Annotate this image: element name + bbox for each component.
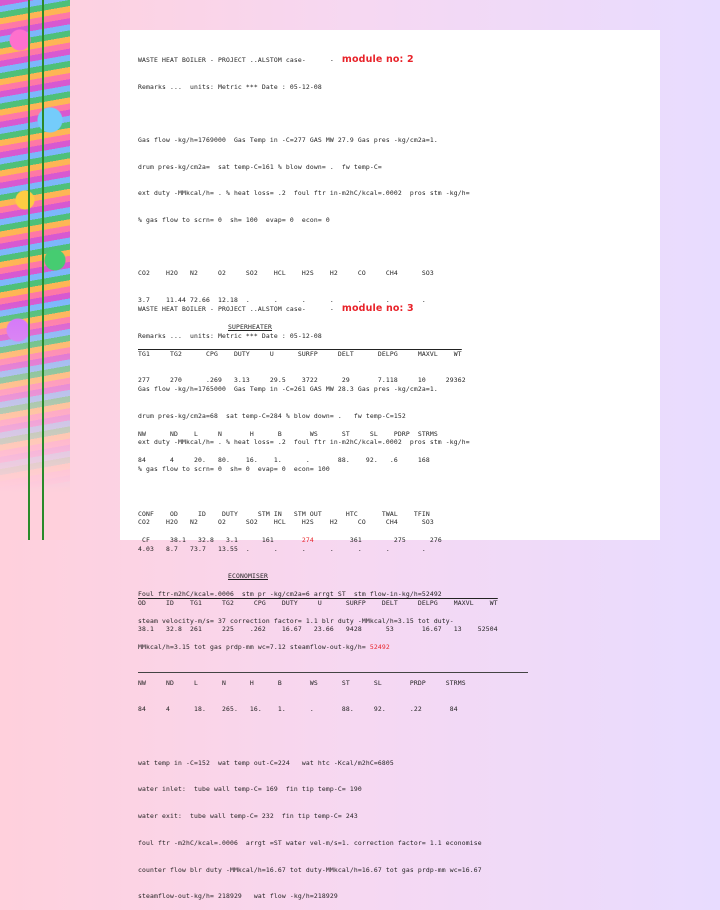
module-3-water-line-4: foul ftr -m2hC/kcal=.0006 arrgt =ST water vel-m/s=1. correction factor= 1.1 economise	[138, 838, 482, 847]
module-3-gas-line-4: % gas flow to scrn= 0 sh= 0 evap= 0 econ= 100	[138, 465, 330, 474]
module-2-gas-line-4: % gas flow to scrn= 0 sh= 100 evap= 0 econ= 0	[138, 216, 330, 225]
module-2-footer-line-2: steam velocity-m/s= 37 correction factor= 1.1 blr duty -MMkcal/h=3.15 tot duty-	[138, 616, 454, 625]
module-2-gas-line-2: drum pres-kg/cm2a= sat temp-C=161 % blow down= . fw temp-C=	[138, 162, 382, 171]
decorative-lines	[28, 0, 44, 540]
module-2-geometry-header: NW ND L N H B WS ST SL PDRP STRMS	[138, 429, 438, 438]
module-2-title: WASTE HEAT BOILER - PROJECT ..ALSTOM case-	[138, 55, 306, 64]
module-3-water-line-5: counter flow blr duty -MMkcal/h=16.67 tot duty-MMkcal/h=16.67 tot gas prdp-mm wc=16.67	[138, 865, 482, 874]
module-3-composition-values: 4.03 8.7 73.7 13.55 . . . . . . .	[138, 545, 426, 554]
module-2-steam-values-post: 361 275 276	[313, 536, 442, 545]
module-3-water-line-3: water exit: tube wall temp-C= 232 fin tip temp-C= 243	[138, 812, 358, 821]
module-3-dash: -	[329, 304, 334, 313]
module-2-steam-out-value: 274	[301, 536, 314, 545]
module-3-title-line	[138, 302, 498, 314]
module-2-steam-values-pre: CF 38.1 32.8 3.1 161	[138, 536, 302, 545]
module-2-label: module no: 2	[341, 53, 414, 65]
module-2-remarks: Remarks ... units: Metric *** Date : 05-12-08	[138, 82, 322, 91]
module-2-dash: -	[329, 55, 334, 64]
module-3-gas-line-2: drum pres-kg/cm2a=68 sat temp-C=284 % blow down= . fw temp-C=152	[138, 411, 406, 420]
module-3-water-line-2: water inlet: tube wall temp-C= 169 fin tip temp-C= 190	[138, 785, 362, 794]
module-3-geometry-header: NW ND L N H B WS ST SL PRDP STRMS	[138, 678, 466, 687]
module-3-label: module no: 3	[341, 302, 414, 314]
module-2-steam-header: CONF OD ID DUTY STM IN STM OUT HTC TWAL TFIN	[138, 509, 430, 518]
module-2-performance-header: TG1 TG2 CPG DUTY U SURFP DELT DELPG MAXVL WT	[138, 349, 462, 358]
module-3-remarks: Remarks ... units: Metric *** Date : 05-12-08	[138, 331, 322, 340]
module-2-gas-line-1: Gas flow -kg/h=1769000 Gas Temp in -C=277 GAS MW 27.9 Gas pres -kg/cm2a=1.	[138, 135, 438, 144]
module-3-water-line-6: steamflow-out-kg/h= 218929 wat flow -kg/h=218929	[138, 892, 338, 901]
module-2-section-label: SUPERHEATER	[228, 322, 272, 331]
module-2-steamflow-out-value: 52492	[369, 643, 390, 652]
module-2-geometry-values: 84 4 20. 80. 16. 1. . 88. 92. .6 168	[138, 456, 430, 465]
module-3-gas-line-1: Gas flow -kg/h=1765000 Gas Temp in -C=261 GAS MW 28.3 Gas pres -kg/cm2a=1.	[138, 384, 438, 393]
module-3-composition-header: CO2 H2O N2 O2 SO2 HCL H2S H2 CO CH4 SO3	[138, 518, 434, 527]
module-2-footer-line-1: Foul ftr-m2hC/kcal=.0006 stm pr -kg/cm2a=6 arrgt ST stm flow-in-kg/h=52492	[138, 589, 442, 598]
module-2-gas-line-3: ext duty -MMkcal/h= . % heat loss= .2 foul ftr in-m2hC/kcal=.0002 pros stm -kg/h=	[138, 189, 470, 198]
module-3-report	[138, 287, 498, 910]
module-3-performance-header: OD ID TG1 TG2 CPG DUTY U SURFP DELT DELPG MAXVL WT	[138, 598, 498, 607]
module-2-title-line	[138, 53, 528, 65]
module-3-water-line-1: wat temp in -C=152 wat temp out-C=224 wat htc -Kcal/m2hC=6805	[138, 758, 394, 767]
module-2-composition-header: CO2 H2O N2 O2 SO2 HCL H2S H2 CO CH4 SO3	[138, 269, 434, 278]
module-2-composition-values: 3.7 11.44 72.66 12.18 . . . . . . .	[138, 296, 426, 305]
module-3-section-label: ECONOMISER	[228, 571, 268, 580]
module-2-footer-line-3-text: MMkcal/h=3.15 tot gas prdp-mm wc=7.12 steamflow-out-kg/h=	[138, 643, 370, 652]
module-3-gas-line-3: ext duty -MMkcal/h= . % heat loss= .2 foul ftr in-m2hC/kcal=.0002 pros stm -kg/h=	[138, 438, 470, 447]
module-2-performance-values: 277 270 .269 3.13 29.5 3722 29 7.118 10 29362	[138, 376, 466, 385]
module-3-performance-values: 38.1 32.8 261 225 .262 16.67 23.66 9428 53 16.67 13 52504	[138, 625, 498, 634]
module-3-geometry-values: 84 4 18. 265. 16. 1. . 88. 92. .22 84	[138, 705, 458, 714]
module-3-title: WASTE HEAT BOILER - PROJECT ..ALSTOM case-	[138, 304, 306, 313]
